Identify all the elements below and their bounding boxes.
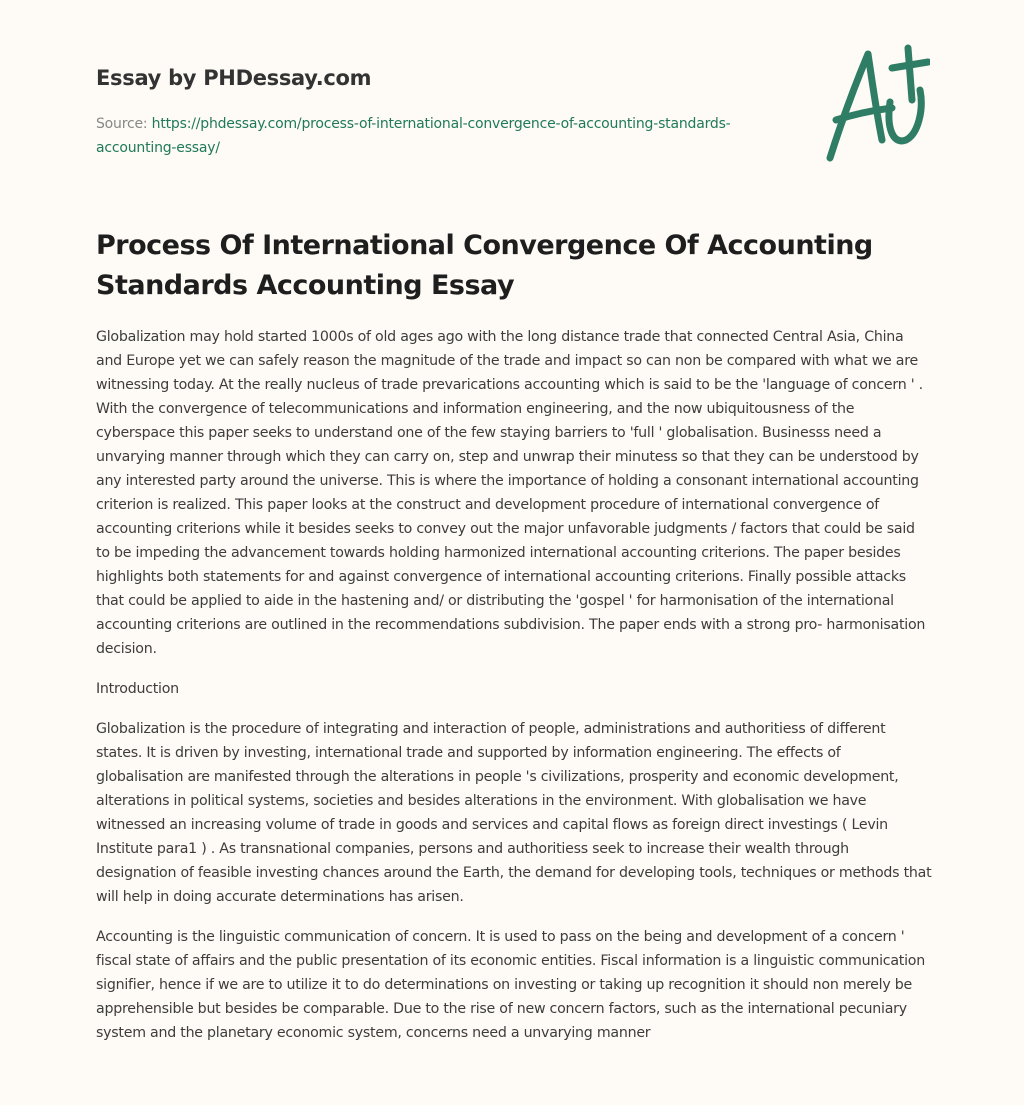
section-heading-introduction: Introduction xyxy=(96,681,179,697)
paragraph: Accounting is the linguistic communication of concern. It is used to pass on the being and development of a concern ' fiscal state of affairs and the public presentation of its economic entities. Fiscal information is a linguistic communication signifier, hence if we are to utilize it to do determinations on investing or taking up recognition it should non merely be apprehensible but besides be comparable. Due to the rise of new concern factors, such as the international pecuniary system and the planetary economic system, concerns need a unvarying manner xyxy=(96,929,925,1041)
paragraph: Globalization may hold started 1000s of old ages ago with the long distance trade that connected Central Asia, China and Europe yet we can safely reason the magnitude of the trade and impact so can non be compared with what we are witnessing today. At the really nucleus of trade prevarications accounting which is said to be the 'language of concern ' . With the convergence of telecommunications and information engineering, and the now ubiquitousness of the cyberspace this paper seeks to understand one of the few staying barriers to 'full ' globalisation. Businesss need a unvarying manner through which they can carry on, step and unwrap their minutess so that they can be understood by any interested party around the universe. This is where the importance of holding a consonant international accounting criterion is realized. This paper looks at the construct and development procedure of international convergence of accounting criterions while it besides seeks to convey out the major unfavorable judgments / factors that could be said to be impeding the advancement towards holding harmonized international accounting criterions. The paper besides highlights both statements for and against convergence of international accounting criterions. Finally possible attacks that could be applied to aide in the hastening and/ or distributing the 'gospel ' for harmonisation of the international accounting criterions are outlined in the recommendations subdivision. The paper ends with a strong pro- harmonisation decision. xyxy=(96,329,926,657)
source-line xyxy=(96,112,736,160)
source-label: Source: xyxy=(96,116,148,132)
a-plus-logo-icon xyxy=(820,40,930,165)
site-brand: Essay by PHDessay.com xyxy=(96,66,372,90)
source-link[interactable]: https://phdessay.com/process-of-international-convergence-of-accounting-standards-accounting-essay/ xyxy=(96,116,731,156)
paragraph: Globalization is the procedure of integrating and interaction of people, administrations and authoritiess of different states. It is driven by investing, international trade and supported by information engineering. The effects of globalisation are manifested through the alterations in people 's civilizations, prosperity and economic development, alterations in political systems, societies and besides alterations in the environment. With globalisation we have witnessed an increasing volume of trade in goods and services and capital flows as foreign direct investings ( Levin Institute para1 ) . As transnational companies, persons and authoritiess seek to increase their wealth through designation of feasible investing chances around the Earth, the demand for developing tools, techniques or methods that will help in doing accurate determinations has arisen. xyxy=(96,721,932,905)
article-body xyxy=(96,325,932,1061)
article-title: Process Of International Convergence Of Accounting Standards Accounting Essay xyxy=(96,230,873,301)
